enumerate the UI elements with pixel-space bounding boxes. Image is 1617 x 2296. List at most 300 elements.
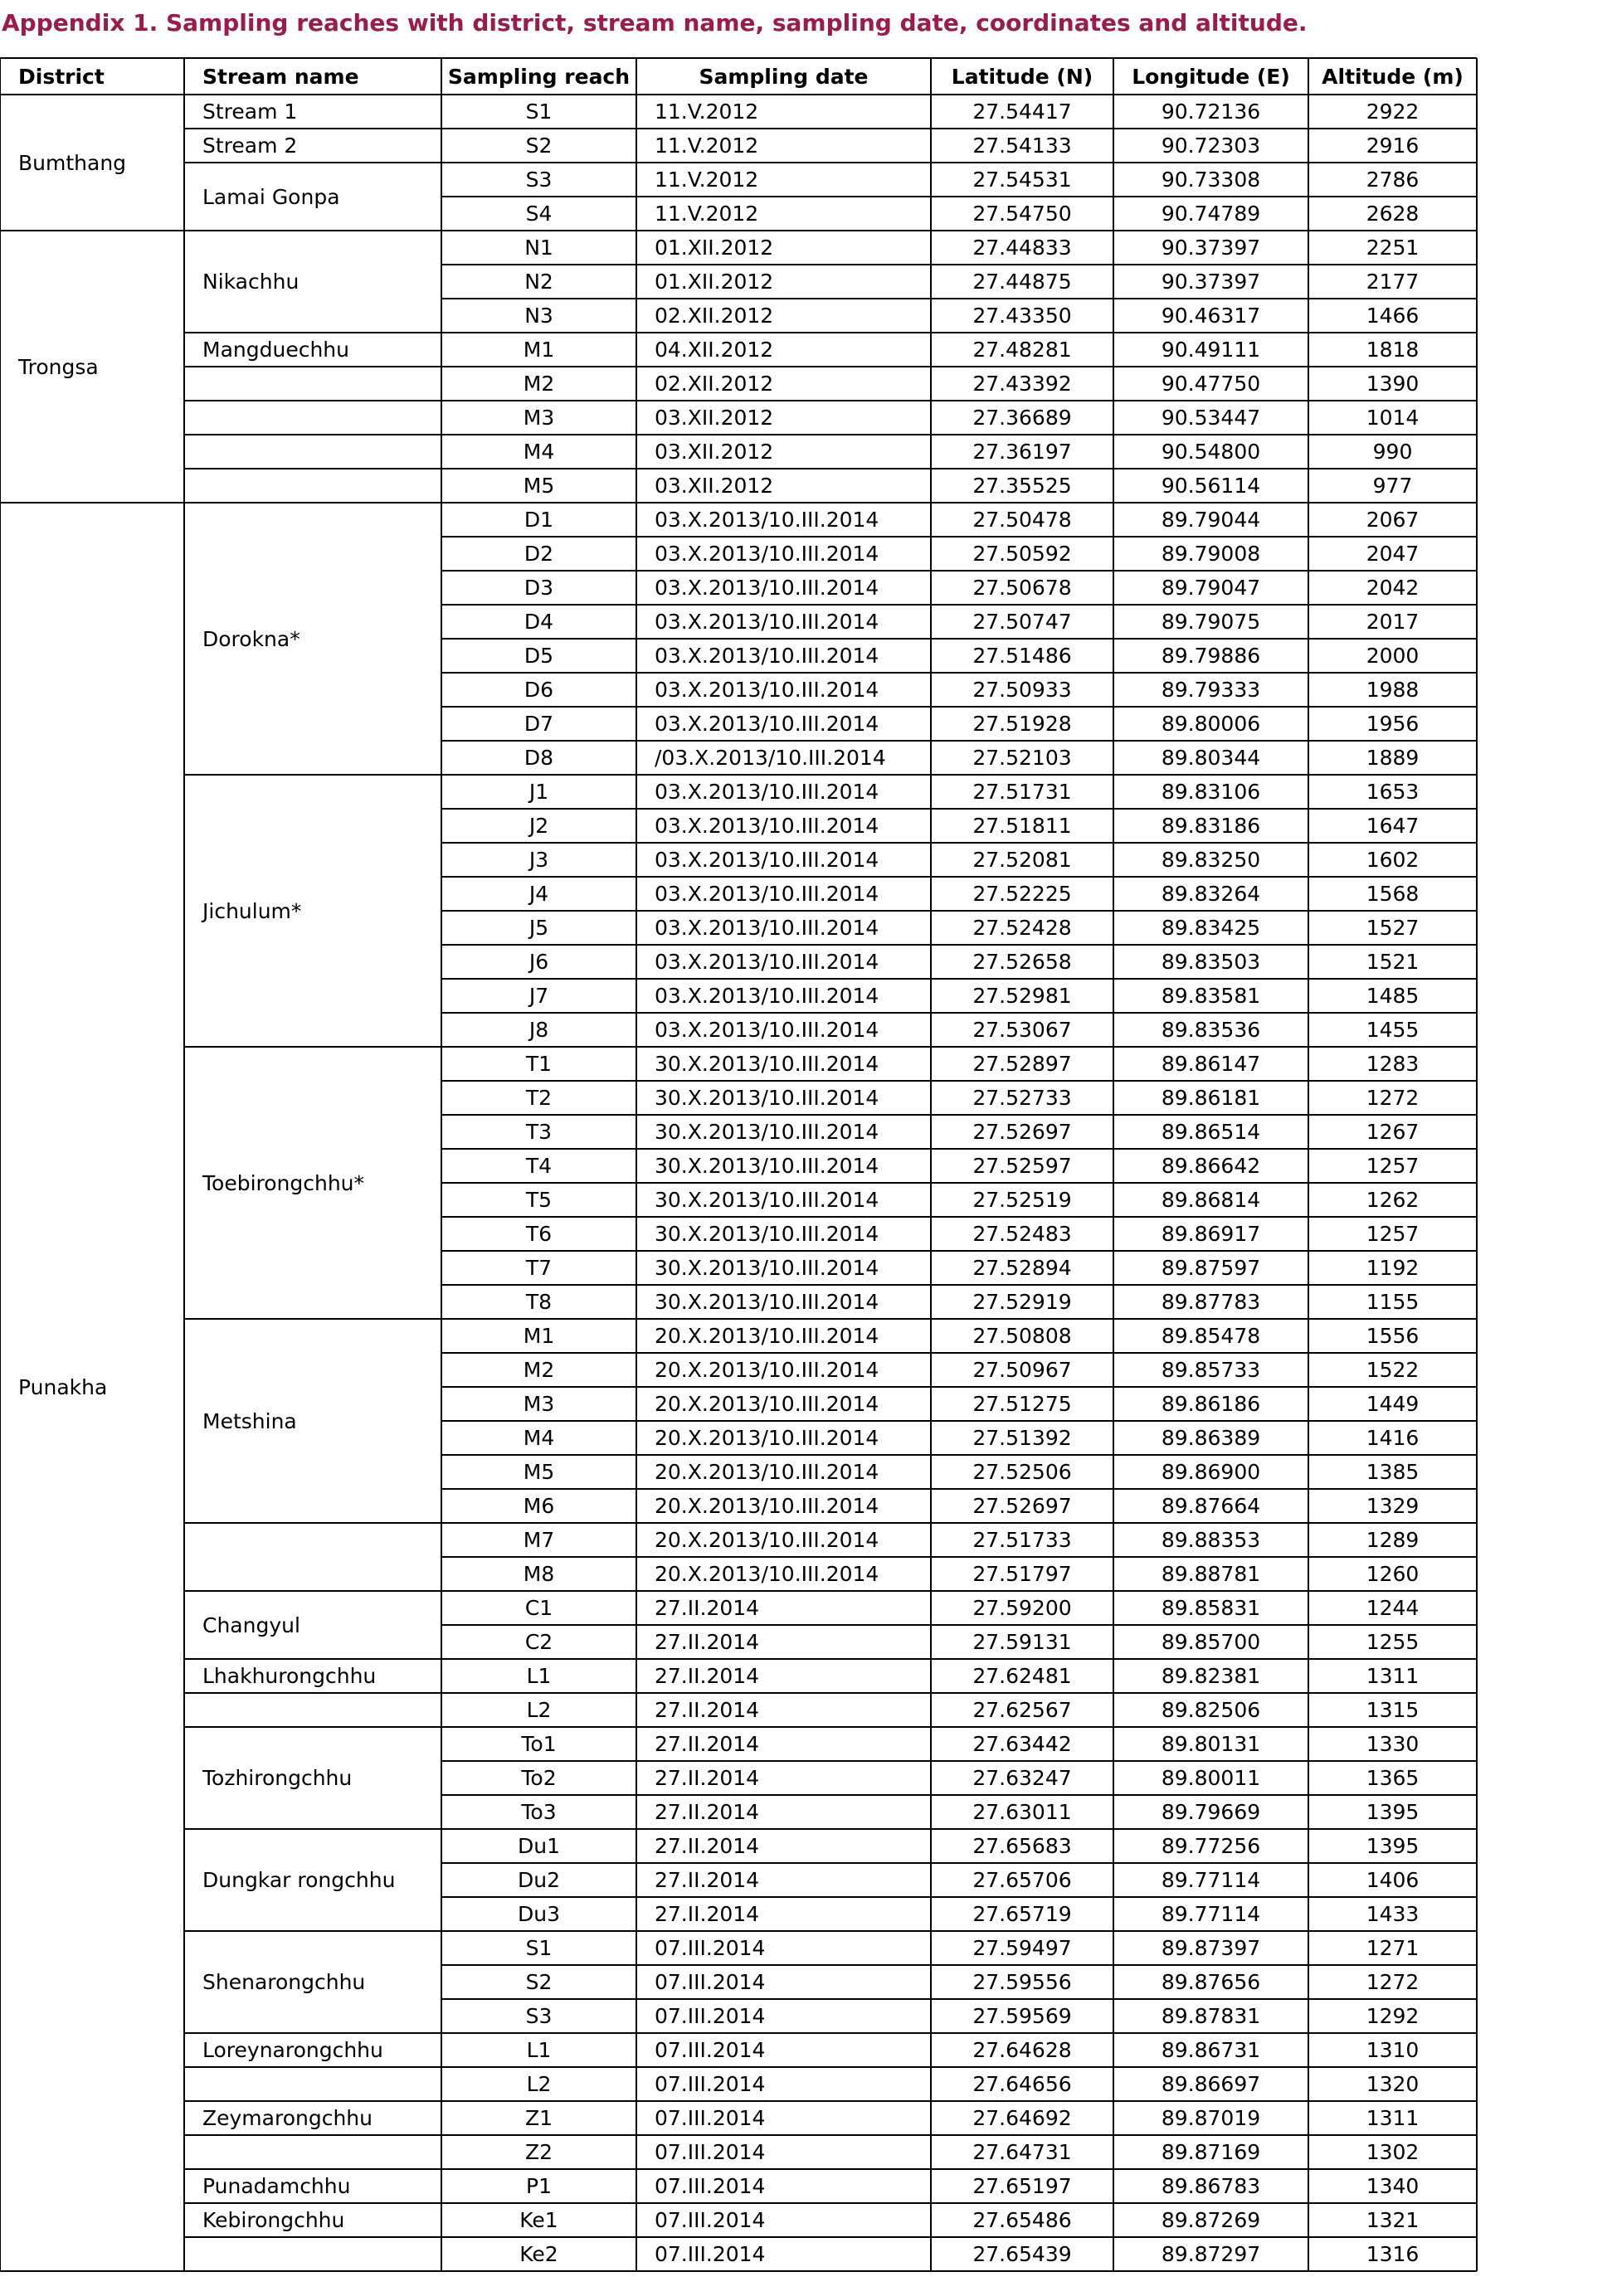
stream-name-cell: [184, 1693, 441, 1727]
latitude-cell: 27.59200: [972, 1596, 1072, 1620]
sampling-date-cell: 07.III.2014: [655, 2174, 766, 2198]
sampling-date-cell: 30.X.2013/10.III.2014: [655, 1256, 879, 1280]
altitude-cell: 1521: [1366, 950, 1420, 974]
column-rule: [930, 58, 932, 2271]
longitude-cell: 89.79044: [1161, 508, 1261, 532]
sampling-date-cell: 03.X.2013/10.III.2014: [655, 984, 879, 1008]
sampling-date-cell: 30.X.2013/10.III.2014: [655, 1154, 879, 1178]
altitude-cell: 1014: [1366, 406, 1420, 430]
altitude-cell: 1272: [1366, 1086, 1420, 1110]
latitude-cell: 27.50967: [972, 1358, 1072, 1382]
latitude-cell: 27.52981: [972, 984, 1072, 1008]
longitude-cell: 89.85733: [1161, 1358, 1261, 1382]
sampling-date-cell: 27.II.2014: [655, 1732, 760, 1756]
altitude-cell: 1321: [1366, 2208, 1420, 2232]
row-rule: [441, 1386, 1477, 1388]
altitude-cell: 2916: [1366, 134, 1420, 158]
sampling-reach-cell: J8: [528, 1018, 549, 1042]
altitude-cell: 1522: [1366, 1358, 1420, 1382]
longitude-cell: 90.73308: [1161, 168, 1261, 192]
longitude-cell: 89.77114: [1161, 1902, 1261, 1926]
latitude-cell: 27.54133: [972, 134, 1072, 158]
latitude-cell: 27.59131: [972, 1630, 1072, 1654]
stream-name-cell: [184, 2135, 441, 2169]
sampling-date-cell: 03.X.2013/10.III.2014: [655, 950, 879, 974]
altitude-cell: 1385: [1366, 1460, 1420, 1484]
longitude-cell: 89.87297: [1161, 2242, 1261, 2266]
sampling-reach-cell: Du1: [517, 1834, 560, 1858]
latitude-cell: 27.50478: [972, 508, 1072, 532]
stream-name-cell: Lamai Gonpa: [202, 184, 340, 209]
sampling-date-cell: 03.X.2013/10.III.2014: [655, 916, 879, 940]
stream-name-cell: Shenarongchhu: [202, 1970, 366, 1994]
sampling-reach-cell: S3: [525, 168, 553, 192]
sampling-reach-cell: J5: [528, 916, 549, 940]
column-rule: [636, 58, 637, 2271]
altitude-cell: 1527: [1366, 916, 1420, 940]
altitude-cell: 2628: [1366, 202, 1420, 226]
altitude-cell: 1310: [1366, 2038, 1420, 2062]
latitude-cell: 27.65486: [972, 2208, 1072, 2232]
stream-name-cell: [184, 1523, 441, 1591]
row-rule: [441, 468, 1477, 469]
latitude-cell: 27.50808: [972, 1324, 1072, 1348]
altitude-cell: 1556: [1366, 1324, 1420, 1348]
sampling-date-cell: 03.X.2013/10.III.2014: [655, 678, 879, 702]
latitude-cell: 27.50933: [972, 678, 1072, 702]
stream-name-cell: [184, 2237, 441, 2271]
stream-name-cell: Zeymarongchhu: [202, 2106, 373, 2130]
stream-name-cell: Stream 1: [202, 100, 298, 124]
row-rule: [441, 1216, 1477, 1218]
longitude-cell: 90.74789: [1161, 202, 1261, 226]
header-longitude: Longitude (E): [1132, 64, 1290, 89]
longitude-cell: 89.86731: [1161, 2038, 1261, 2062]
stream-name-cell: Kebirongchhu: [202, 2208, 345, 2232]
sampling-reach-cell: S2: [525, 1970, 553, 1994]
row-rule: [441, 1352, 1477, 1354]
row-rule: [441, 604, 1477, 606]
altitude-cell: 1889: [1366, 746, 1420, 770]
row-rule: [441, 842, 1477, 844]
latitude-cell: 27.64731: [972, 2140, 1072, 2164]
row-rule: [441, 264, 1477, 265]
longitude-cell: 89.87019: [1161, 2106, 1261, 2130]
latitude-cell: 27.54750: [972, 202, 1072, 226]
row-rule: [441, 400, 1477, 401]
sampling-date-cell: 03.X.2013/10.III.2014: [655, 814, 879, 838]
longitude-cell: 89.85700: [1161, 1630, 1261, 1654]
sampling-reach-cell: C1: [524, 1596, 553, 1620]
latitude-cell: 27.51811: [972, 814, 1072, 838]
header-latitude: Latitude (N): [951, 64, 1093, 89]
sampling-date-cell: 20.X.2013/10.III.2014: [655, 1392, 879, 1416]
row-rule: [441, 2202, 1477, 2204]
sampling-date-cell: 11.V.2012: [655, 100, 759, 124]
row-rule: [441, 196, 1477, 197]
sampling-reach-cell: D7: [524, 712, 554, 736]
row-rule: [441, 638, 1477, 640]
longitude-cell: 89.87269: [1161, 2208, 1261, 2232]
altitude-cell: 2047: [1366, 542, 1420, 566]
sampling-reach-cell: D2: [524, 542, 554, 566]
sampling-date-cell: 03.XII.2012: [655, 440, 774, 464]
sampling-reach-cell: T4: [525, 1154, 553, 1178]
altitude-cell: 1262: [1366, 1188, 1420, 1212]
sampling-reach-cell: S1: [525, 1936, 553, 1960]
row-rule: [441, 910, 1477, 912]
sampling-date-cell: 30.X.2013/10.III.2014: [655, 1188, 879, 1212]
row-rule: [441, 1658, 1477, 1660]
latitude-cell: 27.52519: [972, 1188, 1072, 1212]
latitude-cell: 27.52733: [972, 1086, 1072, 1110]
row-rule: [441, 1896, 1477, 1898]
sampling-reach-cell: T7: [525, 1256, 553, 1280]
row-rule: [441, 706, 1477, 708]
altitude-cell: 1647: [1366, 814, 1420, 838]
longitude-cell: 90.54800: [1161, 440, 1261, 464]
sampling-date-cell: 27.II.2014: [655, 1868, 760, 1892]
sampling-reach-cell: L1: [526, 2038, 552, 2062]
row-rule: [441, 1998, 1477, 2000]
longitude-cell: 89.83264: [1161, 882, 1261, 906]
sampling-date-cell: 27.II.2014: [655, 1766, 760, 1790]
sampling-date-cell: 01.XII.2012: [655, 236, 774, 260]
stream-name-cell: Metshina: [202, 1408, 297, 1433]
stream-name-cell: [184, 401, 441, 435]
column-rule: [183, 58, 185, 2271]
stream-name-cell: [184, 2067, 441, 2101]
longitude-cell: 89.86697: [1161, 2072, 1261, 2096]
longitude-cell: 89.87656: [1161, 1970, 1261, 1994]
sampling-date-cell: 03.X.2013/10.III.2014: [655, 780, 879, 804]
row-rule: [441, 1522, 1477, 1524]
district-cell: Bumthang: [18, 150, 127, 175]
longitude-cell: 90.56114: [1161, 474, 1261, 498]
row-rule: [441, 434, 1477, 435]
sampling-date-cell: 27.II.2014: [655, 1834, 760, 1858]
sampling-date-cell: 03.X.2013/10.III.2014: [655, 882, 879, 906]
row-rule: [441, 740, 1477, 742]
longitude-cell: 89.86814: [1161, 1188, 1261, 1212]
sampling-reach-cell: P1: [526, 2174, 552, 2198]
sampling-date-cell: 03.XII.2012: [655, 474, 774, 498]
latitude-cell: 27.43392: [972, 372, 1072, 396]
sampling-reach-cell: J6: [528, 950, 549, 974]
sampling-reach-cell: M7: [523, 1528, 555, 1552]
longitude-cell: 89.79008: [1161, 542, 1261, 566]
altitude-cell: 1602: [1366, 848, 1420, 872]
longitude-cell: 89.87597: [1161, 1256, 1261, 1280]
altitude-cell: 1568: [1366, 882, 1420, 906]
stream-name-cell: Changyul: [202, 1613, 300, 1637]
sampling-date-cell: 01.XII.2012: [655, 270, 774, 294]
table-caption: Appendix 1. Sampling reaches with district, stream name, sampling date, coordinates and altitude.: [2, 9, 1308, 36]
latitude-cell: 27.63011: [972, 1800, 1072, 1824]
sampling-date-cell: 30.X.2013/10.III.2014: [655, 1222, 879, 1246]
altitude-cell: 1272: [1366, 1970, 1420, 1994]
sampling-reach-cell: M6: [523, 1494, 555, 1518]
row-rule: [441, 230, 1477, 231]
sampling-reach-cell: M5: [523, 474, 555, 498]
longitude-cell: 89.79047: [1161, 576, 1261, 600]
sampling-date-cell: 02.XII.2012: [655, 304, 774, 328]
longitude-cell: 89.88781: [1161, 1562, 1261, 1586]
stream-name-cell: Lhakhurongchhu: [202, 1664, 377, 1688]
sampling-reach-cell: N2: [524, 270, 553, 294]
longitude-cell: 89.80011: [1161, 1766, 1261, 1790]
column-rule: [441, 58, 442, 2271]
latitude-cell: 27.43350: [972, 304, 1072, 328]
sampling-reach-cell: T5: [525, 1188, 553, 1212]
altitude-cell: 1315: [1366, 1698, 1420, 1722]
row-rule: [441, 536, 1477, 538]
sampling-date-cell: 27.II.2014: [655, 1630, 760, 1654]
row-rule: [441, 876, 1477, 878]
sampling-reach-cell: M4: [523, 440, 555, 464]
altitude-cell: 2177: [1366, 270, 1420, 294]
altitude-cell: 1155: [1366, 1290, 1420, 1314]
row-rule: [441, 2032, 1477, 2034]
header-sampling-date: Sampling date: [699, 64, 869, 89]
latitude-cell: 27.65439: [972, 2242, 1072, 2266]
altitude-cell: 977: [1372, 474, 1413, 498]
header-sampling-reach: Sampling reach: [447, 64, 631, 89]
stream-name-cell: Loreynarongchhu: [202, 2038, 383, 2062]
table-border-bottom: [0, 2270, 1477, 2272]
header-rule: [0, 94, 1477, 95]
latitude-cell: 27.52225: [972, 882, 1072, 906]
sampling-reach-cell: T8: [525, 1290, 553, 1314]
latitude-cell: 27.48281: [972, 338, 1072, 362]
sampling-reach-cell: To2: [521, 1766, 557, 1790]
longitude-cell: 89.86181: [1161, 1086, 1261, 1110]
row-rule: [441, 1488, 1477, 1490]
altitude-cell: 1267: [1366, 1120, 1420, 1144]
sampling-reach-cell: M1: [523, 338, 555, 362]
stream-name-cell: [184, 435, 441, 469]
altitude-cell: 990: [1372, 440, 1413, 464]
longitude-cell: 89.80131: [1161, 1732, 1261, 1756]
table-border-left: [0, 58, 1, 2271]
sampling-date-cell: 30.X.2013/10.III.2014: [655, 1086, 879, 1110]
sampling-date-cell: 03.X.2013/10.III.2014: [655, 542, 879, 566]
row-rule: [441, 502, 1477, 503]
row-rule: [441, 1080, 1477, 1082]
longitude-cell: 89.79075: [1161, 610, 1261, 634]
row-rule: [441, 1624, 1477, 1626]
stream-name-cell: [184, 367, 441, 401]
altitude-cell: 1449: [1366, 1392, 1420, 1416]
row-rule: [441, 2066, 1477, 2068]
sampling-reach-cell: J2: [528, 814, 549, 838]
sampling-reach-cell: N1: [524, 236, 553, 260]
table-border-top: [0, 57, 1477, 59]
row-rule: [441, 1148, 1477, 1150]
latitude-cell: 27.51797: [972, 1562, 1072, 1586]
latitude-cell: 27.52894: [972, 1256, 1072, 1280]
sampling-reach-cell: D6: [524, 678, 554, 702]
sampling-date-cell: 11.V.2012: [655, 168, 759, 192]
longitude-cell: 89.82381: [1161, 1664, 1261, 1688]
sampling-reach-cell: C2: [524, 1630, 553, 1654]
sampling-date-cell: 20.X.2013/10.III.2014: [655, 1324, 879, 1348]
row-rule: [441, 1182, 1477, 1184]
sampling-date-cell: 27.II.2014: [655, 1664, 760, 1688]
latitude-cell: 27.65197: [972, 2174, 1072, 2198]
sampling-reach-cell: Du3: [517, 1902, 560, 1926]
altitude-cell: 1271: [1366, 1936, 1420, 1960]
altitude-cell: 1329: [1366, 1494, 1420, 1518]
row-rule: [441, 944, 1477, 946]
district-cell: Punakha: [18, 1374, 108, 1399]
sampling-date-cell: 07.III.2014: [655, 2038, 766, 2062]
altitude-cell: 2042: [1366, 576, 1420, 600]
altitude-cell: 1395: [1366, 1834, 1420, 1858]
latitude-cell: 27.50678: [972, 576, 1072, 600]
row-rule: [441, 1420, 1477, 1422]
row-rule: [441, 2236, 1477, 2238]
altitude-cell: 2251: [1366, 236, 1420, 260]
sampling-date-cell: 30.X.2013/10.III.2014: [655, 1120, 879, 1144]
latitude-cell: 27.36197: [972, 440, 1072, 464]
altitude-cell: 1390: [1366, 372, 1420, 396]
latitude-cell: 27.44875: [972, 270, 1072, 294]
sampling-date-cell: 03.X.2013/10.III.2014: [655, 712, 879, 736]
sampling-date-cell: 07.III.2014: [655, 2106, 766, 2130]
latitude-cell: 27.50747: [972, 610, 1072, 634]
sampling-reach-cell: D1: [524, 508, 554, 532]
longitude-cell: 90.49111: [1161, 338, 1261, 362]
altitude-cell: 1257: [1366, 1222, 1420, 1246]
longitude-cell: 90.47750: [1161, 372, 1261, 396]
latitude-cell: 27.51275: [972, 1392, 1072, 1416]
row-rule: [441, 1760, 1477, 1762]
sampling-reach-cell: D8: [524, 746, 554, 770]
sampling-date-cell: 03.X.2013/10.III.2014: [655, 508, 879, 532]
sampling-date-cell: 07.III.2014: [655, 2072, 766, 2096]
stream-name-cell: Dungkar rongchhu: [202, 1868, 396, 1892]
sampling-date-cell: 07.III.2014: [655, 1970, 766, 1994]
latitude-cell: 27.52103: [972, 746, 1072, 770]
sampling-reach-cell: D3: [524, 576, 554, 600]
sampling-reach-cell: J1: [528, 780, 549, 804]
sampling-date-cell: 03.XII.2012: [655, 406, 774, 430]
altitude-cell: 1956: [1366, 712, 1420, 736]
altitude-cell: 2067: [1366, 508, 1420, 532]
sampling-date-cell: 07.III.2014: [655, 2242, 766, 2266]
latitude-cell: 27.51731: [972, 780, 1072, 804]
latitude-cell: 27.64692: [972, 2106, 1072, 2130]
header-altitude: Altitude (m): [1322, 64, 1464, 89]
altitude-cell: 1283: [1366, 1052, 1420, 1076]
sampling-date-cell: 20.X.2013/10.III.2014: [655, 1494, 879, 1518]
latitude-cell: 27.51486: [972, 644, 1072, 668]
latitude-cell: 27.52897: [972, 1052, 1072, 1076]
row-rule: [441, 1556, 1477, 1558]
sampling-date-cell: 07.III.2014: [655, 1936, 766, 1960]
stream-name-cell: Mangduechhu: [202, 338, 349, 362]
altitude-cell: 1244: [1366, 1596, 1420, 1620]
longitude-cell: 89.77114: [1161, 1868, 1261, 1892]
longitude-cell: 89.79886: [1161, 644, 1261, 668]
sampling-date-cell: /03.X.2013/10.III.2014: [655, 746, 886, 770]
sampling-reach-cell: N3: [524, 304, 553, 328]
latitude-cell: 27.64656: [972, 2072, 1072, 2096]
sampling-date-cell: 04.XII.2012: [655, 338, 774, 362]
longitude-cell: 89.83186: [1161, 814, 1261, 838]
sampling-reach-cell: D5: [524, 644, 554, 668]
sampling-reach-cell: Du2: [517, 1868, 560, 1892]
altitude-cell: 1416: [1366, 1426, 1420, 1450]
sampling-date-cell: 03.X.2013/10.III.2014: [655, 576, 879, 600]
row-rule: [441, 1012, 1477, 1014]
latitude-cell: 27.50592: [972, 542, 1072, 566]
row-rule: [441, 332, 1477, 333]
altitude-cell: 1302: [1366, 2140, 1420, 2164]
latitude-cell: 27.52697: [972, 1120, 1072, 1144]
longitude-cell: 90.46317: [1161, 304, 1261, 328]
latitude-cell: 27.53067: [972, 1018, 1072, 1042]
latitude-cell: 27.52919: [972, 1290, 1072, 1314]
longitude-cell: 90.72136: [1161, 100, 1261, 124]
longitude-cell: 89.80006: [1161, 712, 1261, 736]
sampling-reach-cell: S2: [525, 134, 553, 158]
longitude-cell: 89.87783: [1161, 1290, 1261, 1314]
sampling-reach-cell: J7: [528, 984, 549, 1008]
altitude-cell: 1316: [1366, 2242, 1420, 2266]
sampling-reach-cell: M2: [523, 1358, 555, 1382]
latitude-cell: 27.64628: [972, 2038, 1072, 2062]
longitude-cell: 89.83106: [1161, 780, 1261, 804]
altitude-cell: 1365: [1366, 1766, 1420, 1790]
altitude-cell: 1257: [1366, 1154, 1420, 1178]
header-district: District: [18, 64, 105, 89]
sampling-reach-cell: M3: [523, 406, 555, 430]
longitude-cell: 90.37397: [1161, 236, 1261, 260]
altitude-cell: 1192: [1366, 1256, 1420, 1280]
sampling-reach-cell: M3: [523, 1392, 555, 1416]
altitude-cell: 1289: [1366, 1528, 1420, 1552]
longitude-cell: 89.83536: [1161, 1018, 1261, 1042]
longitude-cell: 89.77256: [1161, 1834, 1261, 1858]
altitude-cell: 1292: [1366, 2004, 1420, 2028]
latitude-cell: 27.51733: [972, 1528, 1072, 1552]
sampling-date-cell: 03.X.2013/10.III.2014: [655, 848, 879, 872]
row-rule: [441, 298, 1477, 299]
longitude-cell: 89.87169: [1161, 2140, 1261, 2164]
longitude-cell: 89.86900: [1161, 1460, 1261, 1484]
latitude-cell: 27.62481: [972, 1664, 1072, 1688]
altitude-cell: 1455: [1366, 1018, 1420, 1042]
column-rule: [1308, 58, 1309, 2271]
sampling-reach-cell: L2: [526, 1698, 552, 1722]
latitude-cell: 27.63247: [972, 1766, 1072, 1790]
sampling-date-cell: 27.II.2014: [655, 1698, 760, 1722]
row-rule: [441, 162, 1477, 163]
longitude-cell: 89.85478: [1161, 1324, 1261, 1348]
sampling-reach-cell: Z1: [524, 2106, 553, 2130]
altitude-cell: 1311: [1366, 2106, 1420, 2130]
row-rule: [441, 1794, 1477, 1796]
sampling-date-cell: 20.X.2013/10.III.2014: [655, 1426, 879, 1450]
longitude-cell: 89.86642: [1161, 1154, 1261, 1178]
latitude-cell: 27.51928: [972, 712, 1072, 736]
latitude-cell: 27.62567: [972, 1698, 1072, 1722]
sampling-reach-cell: M1: [523, 1324, 555, 1348]
longitude-cell: 89.79669: [1161, 1800, 1261, 1824]
longitude-cell: 89.85831: [1161, 1596, 1261, 1620]
